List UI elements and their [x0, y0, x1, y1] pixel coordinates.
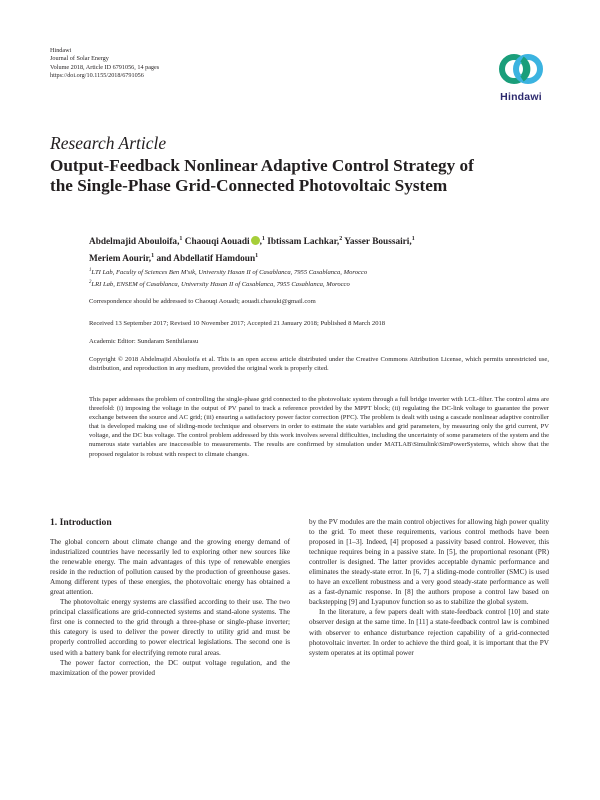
abstract: This paper addresses the problem of controlling the single-phase grid connected to the photovoltaic system through a full bridge inverter with LCL-filter. The control aims are threefold: (i) imposing the voltage in the output of PV panel to track a reference provided by the MPPT block; (ii) regulating the DC-link voltage to guarantee the power exchange between the source and AC grid; (iii) ensuring a satisfactory power factor correction (PFC). The problem is dealt with using a cascade nonlinear adaptive controller that is developed making use of sliding-mode technique and observers in order to estimate the state variables and grid parameters, by measuring only the grid current, PV voltage, and the DC bus voltage. The control problem addressed by this work involves several difficulties, including the uncertainty of some parameters of the system and the numerous state variables are inaccessible to measurements. The results are confirmed by simulation under MATLAB\Simulink\SimPowerSystems, which show that the proposed regulator is robust with respect to climate changes.: [89, 396, 549, 458]
author-affiliation-mark: 1: [179, 236, 183, 242]
affiliation-2: $^2$LRI Lab, ENSEM of Casablanca, University Hasan II of Casablanca, 7955 Casablanca, Morocco: [89, 279, 350, 288]
correspondence: Correspondence should be addressed to Chaouqi Aouadi; aouadi.chaouki@gmail.com: [89, 298, 316, 305]
left-column-body: [50, 537, 290, 678]
authors-line-2: [89, 249, 549, 266]
paragraph: The global concern about climate change and the growing energy demand of industrialized countries have necessarily led to exploring other new sources like the renewable energy. The main advantages of this type of renewable energies reside in the reduction of pollution caused by the production of greenhouse gases. Among different types of these energies, the photovoltaic energy has obtained a great attention.: [50, 538, 290, 597]
author-name[interactable]: Yasser Boussairi,: [344, 237, 412, 248]
author-name[interactable]: Abdelmajid Abouloifa,: [89, 237, 180, 248]
publisher-name: Hindawi: [50, 47, 72, 54]
paragraph: by the PV modules are the main control objectives for allowing high power quality to the grid. To meet these requirements, various control methods have been proposed in [1–3]. Indeed, [4] proposed a passivity based control. However, this technique requires being in a passive state. In [5], the proportional resonant (PR) controller is designed. The latter provides acceptable dynamic performance and eliminates the steady-state error. In [6, 7] a sliding-mode controller (SMC) is used to have an excellent robustness and a very good steady-state performance as well as a fast-dynamic response. In [8] the authors propose a control law based on backstepping [9] and Lyapunov function so as to stabilize the global system.: [309, 518, 549, 607]
paper-title: [50, 156, 550, 196]
doi-link[interactable]: https://doi.org/10.1155/2018/6791056: [50, 71, 144, 79]
paragraph: The power factor correction, the DC output voltage regulation, and the maximization of the power provided: [50, 658, 290, 677]
academic-editor: Academic Editor: Sundaram Senthilarasu: [89, 338, 199, 345]
journal-header: [50, 47, 159, 80]
publication-dates: Received 13 September 2017; Revised 10 November 2017; Accepted 21 January 2018; Published 8 March 2018: [89, 320, 386, 327]
affiliation-1: $^1$LTI Lab, Faculty of Sciences Ben M'sik, University Hasan II of Casablanca, 7955 Casablanca, Morocco: [89, 268, 368, 277]
right-column-body: [309, 517, 549, 658]
title-line-1: Output-Feedback Nonlinear Adaptive Control Strategy of: [50, 156, 474, 175]
hindawi-logo-icon: [495, 47, 547, 91]
title-line-2: the Single-Phase Grid-Connected Photovoltaic System: [50, 176, 448, 195]
author-name[interactable]: Ibtissam Lachkar,: [267, 237, 340, 248]
author-affiliation-mark: 1: [151, 253, 155, 260]
author-affiliation-mark: 1: [411, 236, 415, 242]
hindawi-logo-text: Hindawi: [500, 91, 542, 103]
author-name[interactable]: Chaouqi Aouadi: [184, 237, 250, 248]
orcid-icon[interactable]: [251, 236, 260, 245]
author-list: [89, 232, 549, 266]
hindawi-logo: [495, 47, 547, 109]
author-name[interactable]: Meriem Aourir,: [89, 254, 152, 265]
article-type: Research Article: [50, 133, 167, 153]
author-affiliation-mark: 1: [255, 253, 259, 260]
volume-info: Volume 2018, Article ID 6791056, 14 pages: [50, 63, 160, 71]
copyright-notice: Copyright © 2018 Abdelmajid Abouloifa et al. This is an open access article distributed under the Creative Commons Attribution License, which permits unrestricted use, distribution, and reproduction in any medium, provided the original work is properly cited.: [89, 356, 549, 373]
paragraph: In the literature, a few papers dealt with state-feedback control [10] and state observer design at the same time. In [11] a state-feedback control law is combined with observer to enhance disturbance rejection capability of a grid-connected photovoltaic inverter. In order to achieve the third goal, it is important that the PV system operates at its optimal power: [309, 608, 549, 657]
author-affiliation-mark: 1: [261, 236, 265, 242]
authors-line-1: Abdelmajid Abouloifa,$^1$ Chaouqi Aouadi ,$^1$ Ibtissam Lachkar,$^2$ Yasser Boussairi,$^1$: [89, 236, 415, 248]
affiliations: [89, 266, 549, 289]
paragraph: The photovoltaic energy systems are classified according to their use. The two principal classifications are grid-connected systems and stand-alone systems. The first one is connected to the grid through a three-phase or single-phase inverter; this category is used to deliver the power directly to utility grid and must be properly controlled according to power electrical legislations. The second one is used with a battery bank for electrifying remote rural areas.: [50, 598, 290, 657]
author-affiliation-mark: 2: [339, 236, 343, 242]
section-heading-introduction: 1. Introduction: [50, 517, 112, 528]
journal-name: Journal of Solar Energy: [50, 55, 109, 63]
author-name[interactable]: and Abdellatif Hamdoun: [156, 254, 256, 265]
